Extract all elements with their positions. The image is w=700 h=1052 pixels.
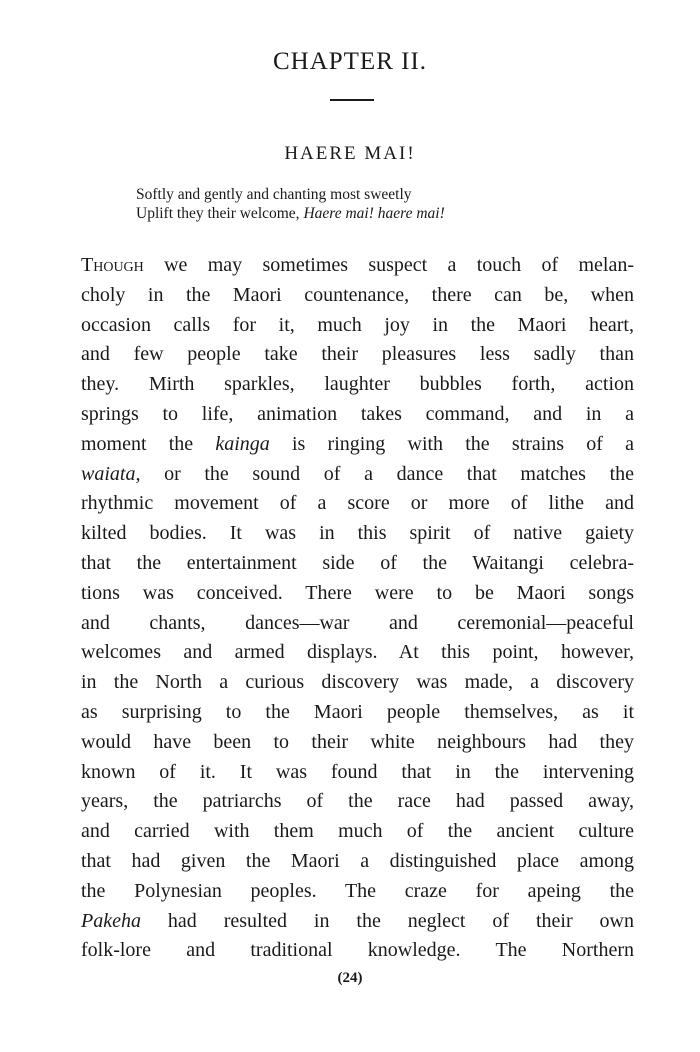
epigraph-italic-text: Haere mai! haere mai!: [303, 205, 445, 222]
page-number: (24): [337, 970, 363, 986]
body-line: [81, 758, 634, 788]
body-text-segment: they. Mirth sparkles, laughter bubbles forth, action: [81, 373, 634, 396]
body-line: [81, 340, 634, 370]
epigraph-text: Uplift they their welcome,: [136, 205, 304, 222]
epigraph: [136, 185, 616, 223]
body-text-segment: occasion calls for it, much joy in the Maori heart,: [81, 313, 634, 336]
body-text-segment: and chants, dances—war and ceremonial—peaceful: [81, 611, 634, 634]
body-text-segment: welcomes and armed displays. At this point, however,: [81, 641, 634, 664]
body-line: [81, 519, 634, 549]
body-line: [81, 668, 634, 698]
body-text-segment: would have been to their white neighbours had they: [81, 730, 634, 753]
body-line: [81, 430, 634, 460]
title-divider-rule: [330, 99, 374, 101]
body-line: [81, 460, 634, 490]
body-line: [81, 847, 634, 877]
body-line: [81, 311, 634, 341]
body-line: [81, 370, 634, 400]
chapter-title: CHAPTER II.: [272, 48, 428, 75]
body-text-segment: in the North a curious discovery was made, a discovery: [81, 671, 634, 694]
body-text-segment: is ringing with the strains of a: [269, 432, 635, 455]
small-caps-text: Though: [81, 254, 144, 276]
body-line: [81, 281, 634, 311]
body-text-segment: years, the patriarchs of the race had passed away,: [81, 790, 634, 813]
body-text-segment: choly in the Maori countenance, there can be, when: [81, 283, 634, 306]
body-text: [81, 251, 634, 966]
body-line: [81, 251, 634, 281]
body-line: [81, 907, 634, 937]
body-text-segment: known of it. It was found that in the intervening: [81, 760, 634, 783]
section-title: HAERE MAI!: [284, 143, 416, 164]
body-line: [81, 400, 634, 430]
body-line: [81, 609, 634, 639]
body-line: [81, 638, 634, 668]
body-text-segment: we may sometimes suspect a touch of melan-: [143, 254, 634, 276]
body-text-segment: rhythmic movement of a score or more of lithe and: [81, 492, 634, 515]
body-line: [81, 787, 634, 817]
body-text-segment: that the entertainment side of the Waitangi celebra-: [81, 551, 634, 574]
body-line: [81, 728, 634, 758]
body-text-segment: or the sound of a dance that matches the: [140, 462, 634, 485]
body-text-segment: that had given the Maori a distinguished place among: [81, 849, 634, 872]
body-text-segment: folk-lore and traditional knowledge. The Northern: [81, 939, 634, 962]
body-line: [81, 936, 634, 966]
body-text-segment: as surprising to the Maori people themselves, as it: [81, 700, 634, 723]
body-line: [81, 549, 634, 579]
body-text-segment: kilted bodies. It was in this spirit of native gaiety: [81, 522, 634, 545]
body-line: [81, 817, 634, 847]
body-text-segment: and few people take their pleasures less sadly than: [81, 343, 634, 366]
body-text-segment: and carried with them much of the ancient culture: [81, 820, 634, 843]
body-line: [81, 877, 634, 907]
body-text-segment: springs to life, animation takes command, and in a: [81, 402, 634, 425]
epigraph-line: Softly and gently and chanting most sweetly: [136, 186, 412, 203]
italic-text: waiata,: [81, 462, 141, 485]
italic-text: kainga: [215, 432, 270, 455]
epigraph-line: [136, 204, 616, 223]
italic-text: Pakeha: [81, 909, 141, 932]
body-line: [81, 489, 634, 519]
body-text-segment: moment the: [81, 432, 216, 455]
body-line: [81, 698, 634, 728]
body-line: [81, 579, 634, 609]
body-text-segment: had resulted in the neglect of their own: [140, 909, 634, 932]
body-text-segment: tions was conceived. There were to be Maori songs: [81, 581, 634, 604]
body-text-segment: the Polynesian peoples. The craze for apeing the: [81, 879, 634, 902]
